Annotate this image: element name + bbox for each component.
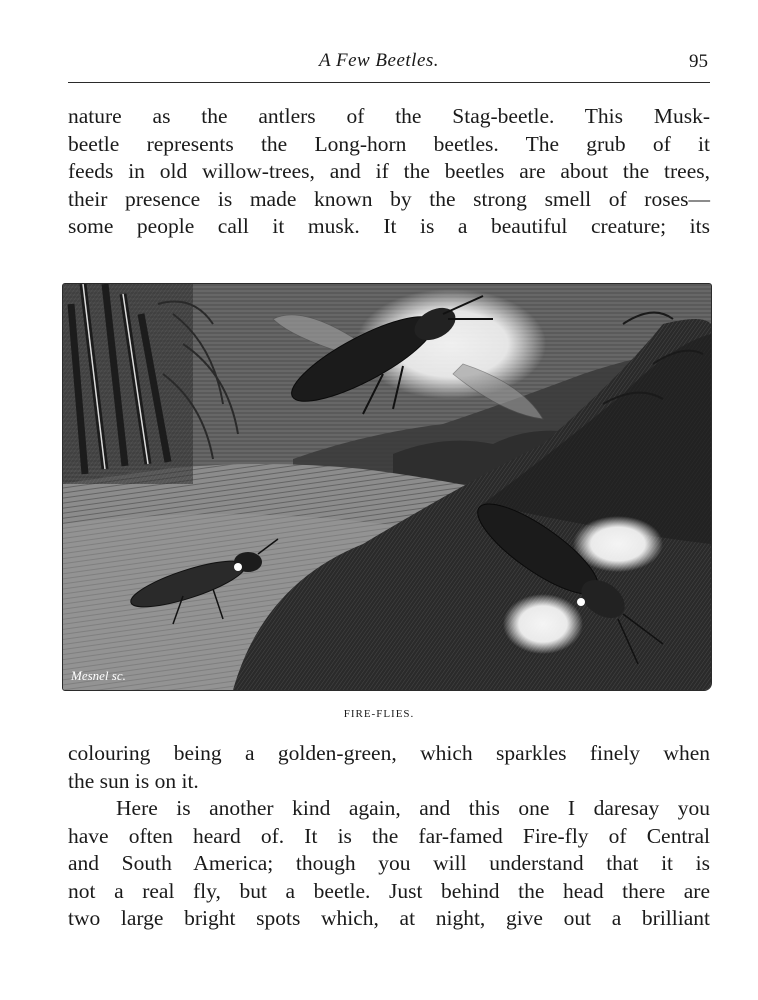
text-line: feeds in old willow-trees, and if the beetles are about the trees, [68, 159, 710, 183]
text-line: colouring being a golden-green, which sparkles finely when [68, 741, 710, 765]
page-number: 95 [689, 51, 708, 72]
text-line: nature as the antlers of the Stag-beetle. This Musk- [68, 104, 710, 128]
paragraph-continued [68, 740, 710, 795]
figure-caption: FIRE-FLIES. [343, 708, 415, 720]
text-line: two large bright spots which, at night, give out a brilliant [68, 906, 710, 930]
header-rule [68, 82, 710, 83]
text-line: some people call it musk. It is a beautiful creature; its [68, 214, 710, 238]
fire-flies-illustration [62, 283, 712, 691]
text-line: and South America; though you will understand that it is [68, 851, 710, 875]
paragraph-next [68, 795, 710, 933]
text-line: the sun is on it. [68, 768, 199, 793]
text-line: not a real fly, but a beetle. Just behind the head there are [68, 878, 710, 903]
paragraph-top [68, 103, 710, 241]
text-line: their presence is made known by the strong smell of roses— [68, 186, 710, 211]
text-line: have often heard of. It is the far-famed Fire-fly of Central [68, 823, 710, 848]
running-title: A Few Beetles. [318, 50, 440, 71]
text-line: Here is another kind again, and this one I daresay you [116, 796, 710, 820]
engraver-signature: Mesnel sc. [71, 668, 126, 683]
text-line: beetle represents the Long-horn beetles. The grub of it [68, 131, 710, 156]
